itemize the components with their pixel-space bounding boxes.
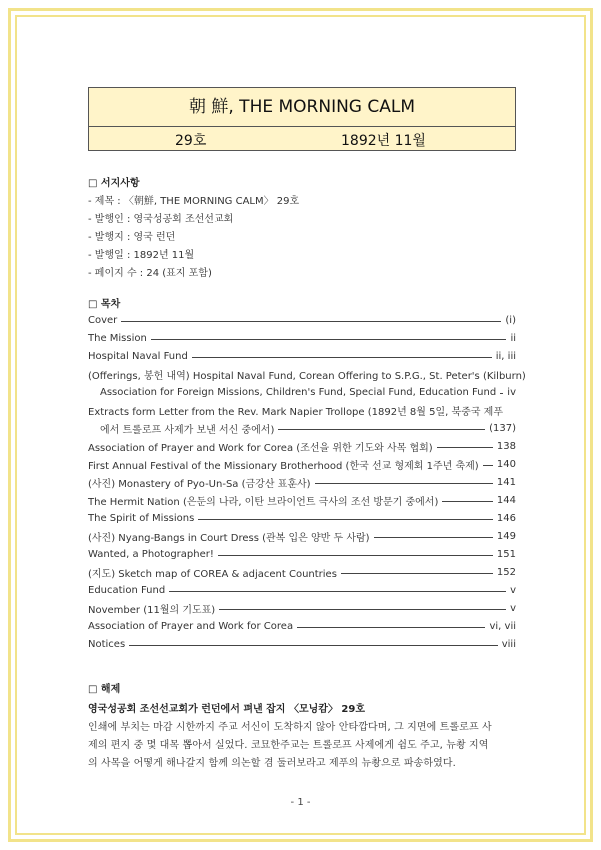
toc-item [100, 385, 516, 399]
leader-line [218, 555, 493, 556]
title-box [88, 87, 516, 151]
toc-item-label: Association of Prayer and Work for Corea [88, 620, 294, 632]
toc-item-page: ii, iii [495, 350, 516, 362]
toc-item-page: v [510, 584, 516, 596]
toc-item-label: The Mission [88, 332, 147, 344]
toc-item-page: viii [501, 638, 516, 650]
leader-line [341, 573, 493, 574]
summary-title: 영국성공회 조선선교회가 런던에서 펴낸 잡지 〈모닝캄〉 29호 [88, 704, 365, 715]
toc-item [88, 511, 516, 525]
toc-item [88, 637, 516, 651]
leader-line [151, 339, 507, 340]
bibliography-line: - 제목 : 〈朝鮮, THE MORNING CALM〉 29호 [88, 196, 300, 207]
toc-item-label: The Spirit of Missions [88, 512, 195, 524]
toc-item-label: Education Fund [88, 584, 166, 596]
toc-item-label: Association for Foreign Missions, Children's Fund, Special Fund, Education Fund [100, 386, 497, 398]
leader-line [483, 465, 493, 466]
toc-item-page: 141 [496, 476, 516, 488]
toc-item [100, 421, 516, 435]
toc-item [88, 313, 516, 327]
toc-item-page: 138 [496, 440, 516, 452]
leader-line [437, 447, 493, 448]
page-number: - 1 - [290, 797, 311, 808]
summary-line: 의 사목을 어떻게 해나갈지 함께 의논할 겸 둘러보라고 제푸의 뉴촹으로 파송하였다. [88, 758, 456, 769]
toc-item-page: 151 [496, 548, 516, 560]
toc-item-label: 에서 트롤로프 사제가 보낸 서신 중에서) [100, 424, 275, 436]
toc-item-page: (i) [505, 314, 516, 326]
leader-line [374, 537, 493, 538]
toc-item-label: Hospital Naval Fund [88, 350, 188, 362]
toc-item [88, 457, 516, 471]
leader-line [315, 483, 493, 484]
toc-item-page: vi, vii [489, 620, 516, 632]
toc-item [88, 547, 516, 561]
toc-item-page: 152 [496, 566, 516, 578]
toc-item [88, 493, 516, 507]
leader-line [500, 393, 503, 394]
toc-item [88, 439, 516, 453]
leader-line [198, 519, 493, 520]
toc-item [88, 349, 516, 363]
toc-item-page: v [510, 602, 516, 614]
toc-item-label: (Offerings, 봉헌 내역) Hospital Naval Fund, Corean Offering to S.P.G., St. Peter's (Kilburn) [88, 371, 526, 382]
leader-line [297, 627, 485, 628]
toc-item-page: iv [507, 386, 516, 398]
bibliography-heading: □ 서지사항 [88, 178, 140, 189]
leader-line [121, 321, 501, 322]
toc-item-label: Wanted, a Photographer! [88, 548, 214, 560]
summary-line: 인쇄에 부치는 마감 시한까지 주교 서신이 도착하지 않아 안타깝다며, 그 지면에 트롤로프 사 [88, 722, 492, 733]
title-main: 朝 鮮, THE MORNING CALM [89, 88, 515, 127]
toc-item [88, 475, 516, 489]
toc-item-label: (사진) Nyang-Bangs in Court Dress (관복 입은 양반 두 사람) [88, 532, 370, 544]
toc-item-label: First Annual Festival of the Missionary Brotherhood (한국 선교 형제회 1주년 축제) [88, 460, 479, 472]
toc-item-page: (137) [489, 422, 516, 434]
leader-line [278, 429, 485, 430]
bibliography-line: - 발행인 : 영국성공회 조선선교회 [88, 214, 234, 225]
toc-item-label: Cover [88, 314, 118, 326]
toc-item-label: (지도) Sketch map of COREA & adjacent Countries [88, 568, 337, 580]
toc-item [88, 583, 516, 597]
toc-item [88, 565, 516, 579]
leader-line [169, 591, 506, 592]
bibliography-line: - 페이지 수 : 24 (표지 포함) [88, 268, 212, 279]
toc-item-label: Extracts form Letter from the Rev. Mark Napier Trollope (1892년 8월 5일, 북중국 제푸 [88, 407, 503, 418]
toc-item-page: 144 [496, 494, 516, 506]
toc-item-label: (사진) Monastery of Pyo-Un-Sa (금강산 표훈사) [88, 478, 311, 490]
toc-heading: □ 목차 [88, 299, 121, 310]
toc-item-page: ii [510, 332, 516, 344]
summary-heading: □ 해제 [88, 684, 121, 695]
toc-item [88, 529, 516, 543]
leader-line [219, 609, 506, 610]
summary-line: 제의 편지 중 몇 대목 뽑아서 실었다. 코묘한주교는 트롤로프 사제에게 쉼도 주고, 뉴촹 지역 [88, 740, 489, 751]
toc-item-label: November (11월의 기도표) [88, 604, 216, 616]
toc-item [88, 331, 516, 345]
toc-item-label: Association of Prayer and Work for Corea (조선을 위한 기도와 사목 협회) [88, 442, 433, 454]
issue-number: 29호 [175, 133, 207, 149]
toc-item [88, 619, 516, 633]
toc-item-page: 149 [496, 530, 516, 542]
toc-item-page: 140 [496, 458, 516, 470]
bibliography-line: - 발행일 : 1892년 11월 [88, 250, 195, 261]
issue-date: 1892년 11월 [341, 133, 426, 149]
leader-line [129, 645, 498, 646]
toc-item [88, 601, 516, 615]
leader-line [442, 501, 493, 502]
toc-item-label: Notices [88, 638, 126, 650]
leader-line [192, 357, 492, 358]
toc-item-page: 146 [496, 512, 516, 524]
bibliography-line: - 발행지 : 영국 런던 [88, 232, 176, 243]
toc-item-label: The Hermit Nation (은둔의 나라, 이탄 브라이언트 극사의 조선 방문기 중에서) [88, 496, 439, 508]
